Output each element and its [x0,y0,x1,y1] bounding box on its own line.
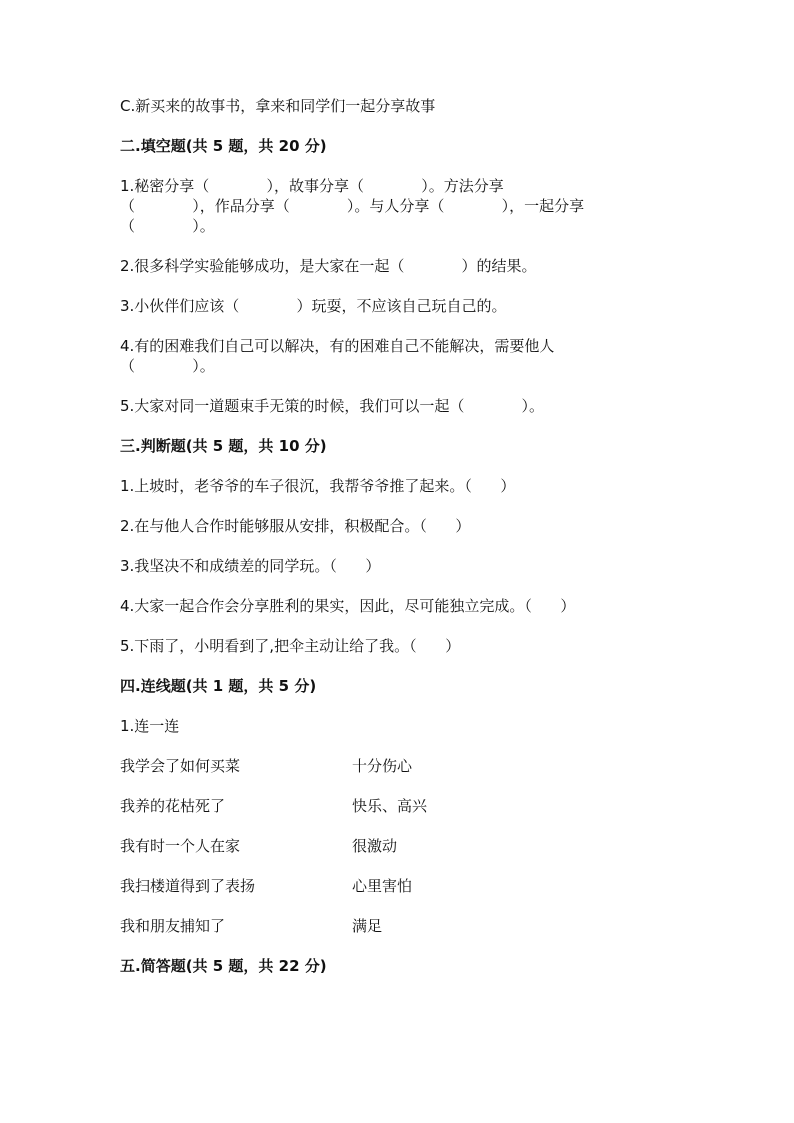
fill-q1-line2: （ ），作品分享（ ）。与人分享（ ），一起分享 [120,197,585,215]
match-left-item[interactable]: 我有时一个人在家 [120,837,241,855]
section-fill-heading: 二.填空题(共 5 题，共 20 分) [120,137,327,155]
match-right-item[interactable]: 很激动 [352,837,398,855]
fill-q4-line1: 4.有的困难我们自己可以解决，有的困难自己不能解决，需要他人 [120,337,555,355]
section-match-heading: 四.连线题(共 1 题，共 5 分) [120,677,317,695]
match-row [120,756,680,776]
judge-q4: 4.大家一起合作会分享胜利的果实，因此，尽可能独立完成。（ ） [120,597,576,615]
match-row [120,916,680,936]
match-prompt: 1.连一连 [120,717,180,735]
fill-q2: 2.很多科学实验能够成功，是大家在一起（ ）的结果。 [120,257,537,275]
fill-q1-line3: （ ）。 [120,217,215,235]
match-right-item[interactable]: 心里害怕 [352,877,413,895]
fill-q5: 5.大家对同一道题束手无策的时候，我们可以一起（ ）。 [120,397,545,415]
section-short-heading: 五.简答题(共 5 题，共 22 分) [120,957,327,975]
section-judge-heading: 三.判断题(共 5 题，共 10 分) [120,437,327,455]
judge-q5: 5.下雨了，小明看到了,把伞主动让给了我。（ ） [120,637,461,655]
match-right-item[interactable]: 满足 [352,917,383,935]
fill-q4-line2: （ ）。 [120,357,215,375]
match-row [120,836,680,856]
judge-q2: 2.在与他人合作时能够服从安排，积极配合。（ ） [120,517,471,535]
match-left-item[interactable]: 我学会了如何买菜 [120,757,241,775]
match-left-item[interactable]: 我扫楼道得到了表扬 [120,877,256,895]
judge-q1: 1.上坡时，老爷爷的车子很沉，我帮爷爷推了起来。（ ） [120,477,516,495]
match-row [120,796,680,816]
fill-q3: 3.小伙伴们应该（ ）玩耍，不应该自己玩自己的。 [120,297,507,315]
match-row [120,876,680,896]
match-right-item[interactable]: 十分伤心 [352,757,413,775]
judge-q3: 3.我坚决不和成绩差的同学玩。（ ） [120,557,381,575]
match-left-item[interactable]: 我养的花枯死了 [120,797,226,815]
fill-q1-line1: 1.秘密分享（ ），故事分享（ ）。方法分享 [120,177,504,195]
option-c: C.新买来的故事书，拿来和同学们一起分享故事 [120,97,436,115]
match-right-item[interactable]: 快乐、高兴 [352,797,428,815]
worksheet-page [120,96,680,976]
match-left-item[interactable]: 我和朋友捕知了 [120,917,226,935]
